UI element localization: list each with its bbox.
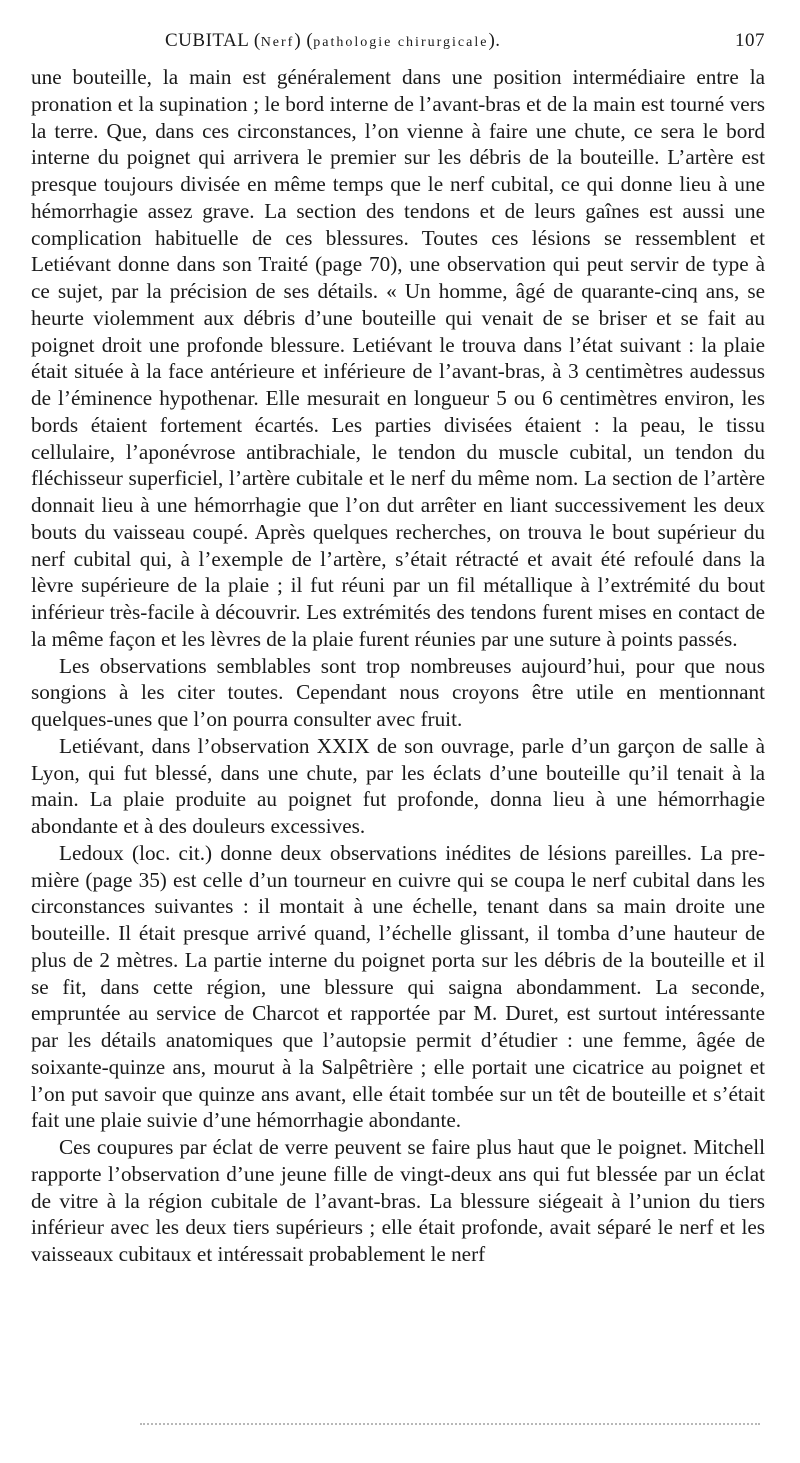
- paragraph-1: une bouteille, la main est généralement dans une position intermédiaire entre la pronation et la supination ; le bord interne de l’avant-bras et de la main est tourné vers la terre. Que, dans ces circonstances, l’on vienne à faire une chute, ce sera le bord interne du poignet qui arrivera le premier sur les débris de la bouteille. L’artère est presque toujours divisée en même temps que le nerf cubital, ce qui donne lieu à une hémorrhagie assez grave. La section des tendons et de leurs gaînes est aussi une complication habituelle de ces blessures. Toutes ces lésions se ressemblent et Letiévant donne dans son Traité (page 70), une observation qui peut servir de type à ce sujet, par la précision de ses détails. « Un homme, âgé de quarante-cinq ans, se heurte violemment aux débris d’une bouteille qui venait de se briser et se fait au poignet droit une profonde blessure. Letiévant le trouva dans l’état suivant : la plaie était située à la face antérieure et inférieure de l’avant-bras, à 3 centimètres audessus de l’éminence hypothenar. Elle mesurait en longueur 5 ou 6 centimètres environ, les bords étaient fortement écartés. Les parties divisées étaient : la peau, le tissu cellulaire, l’aponévrose antibrachiale, le tendon du muscle cubital, un tendon du fléchisseur superficiel, l’artère cubitale et le nerf du même nom. La section de l’artère donnait lieu à une hémorrhagie que l’on dut arrêter en liant successivement les deux bouts du vaisseau coupé. Après quelques recherches, on trouva le bout supérieur du nerf cubital qui, à l’exemple de l’artère, s’était rétracté et avait été refoulé dans la lèvre supérieure de la plaie ; il fut réuni par un fil métallique à l’extrémité du bout inférieur très-facile à découvrir. Les extrémités des tendons furent mises en contact de la même façon et les lèvres de la plaie furent réunies par une suture à points passés.: [31, 65, 765, 651]
- title-subject: pathologie chirurgicale: [313, 35, 489, 50]
- running-header: [31, 26, 765, 56]
- body-text: [31, 64, 765, 1268]
- paragraph-3: Letiévant, dans l’observation XXIX de son ouvrage, parle d’un garçon de salle à Lyon, qui fut blessé, dans une chute, par les éclats d’une bouteille qu’il tenait à la main. La plaie produite au poignet fut profonde, donna lieu à une hémorrhagie abondante et à des douleurs excessives.: [31, 733, 765, 838]
- title-nerf: Nerf: [260, 35, 295, 50]
- document-page: [31, 26, 765, 1268]
- title-mid: ) (: [294, 30, 314, 51]
- paragraph-4: Ledoux (loc. cit.) donne deux observations inédites de lésions pareilles. La première (page 35) est celle d’un tourneur en cuivre qui se coupa le nerf cubital dans les circonstances suivantes : il montait à une échelle, tenant dans sa main droite une bouteille. Il était presque arrivé quand, l’échelle glissant, il tomba d’une hauteur de plus de 2 mètres. La partie interne du poignet porta sur les débris de la bouteille et il se fit, dans cette région, une blessure qui saigna abondamment. La seconde, empruntée au service de Charcot et rapportée par M. Duret, est surtout intéressante par les détails anatomiques que l’autopsie permit d’étudier : une femme, âgée de soixante-quinze ans, mourut à la Salpêtrière ; elle portait une cicatrice au poignet et l’on put savoir que quinze ans avant, elle était tombée sur un têt de bouteille et s’était fait une plaie suivie d’une hémorrhagie abondante.: [31, 840, 765, 1133]
- title-main: CUBITAL (: [165, 30, 261, 51]
- bottom-print-marks: [140, 1423, 760, 1429]
- page-number: 107: [735, 30, 765, 51]
- title-end: ).: [488, 30, 501, 51]
- paragraph-5: Ces coupures par éclat de verre peuvent se faire plus haut que le poignet. Mitchell rapporte l’observation d’une jeune fille de vingt-deux ans qui fut blessée par un éclat de vitre à la région cubitale de l’avant-bras. La blessure siégeait à l’union du tiers inférieur avec les deux tiers supérieurs ; elle était profonde, avait séparé le nerf et les vaisseaux cubitaux et intéressait probablement le nerf: [31, 1135, 765, 1266]
- running-title: [165, 30, 501, 52]
- paragraph-2: Les observations semblables sont trop nombreuses aujourd’hui, pour que nous songions à les citer toutes. Cependant nous croyons être utile en mentionnant quelques-unes que l’on pourra consulter avec fruit.: [31, 653, 765, 731]
